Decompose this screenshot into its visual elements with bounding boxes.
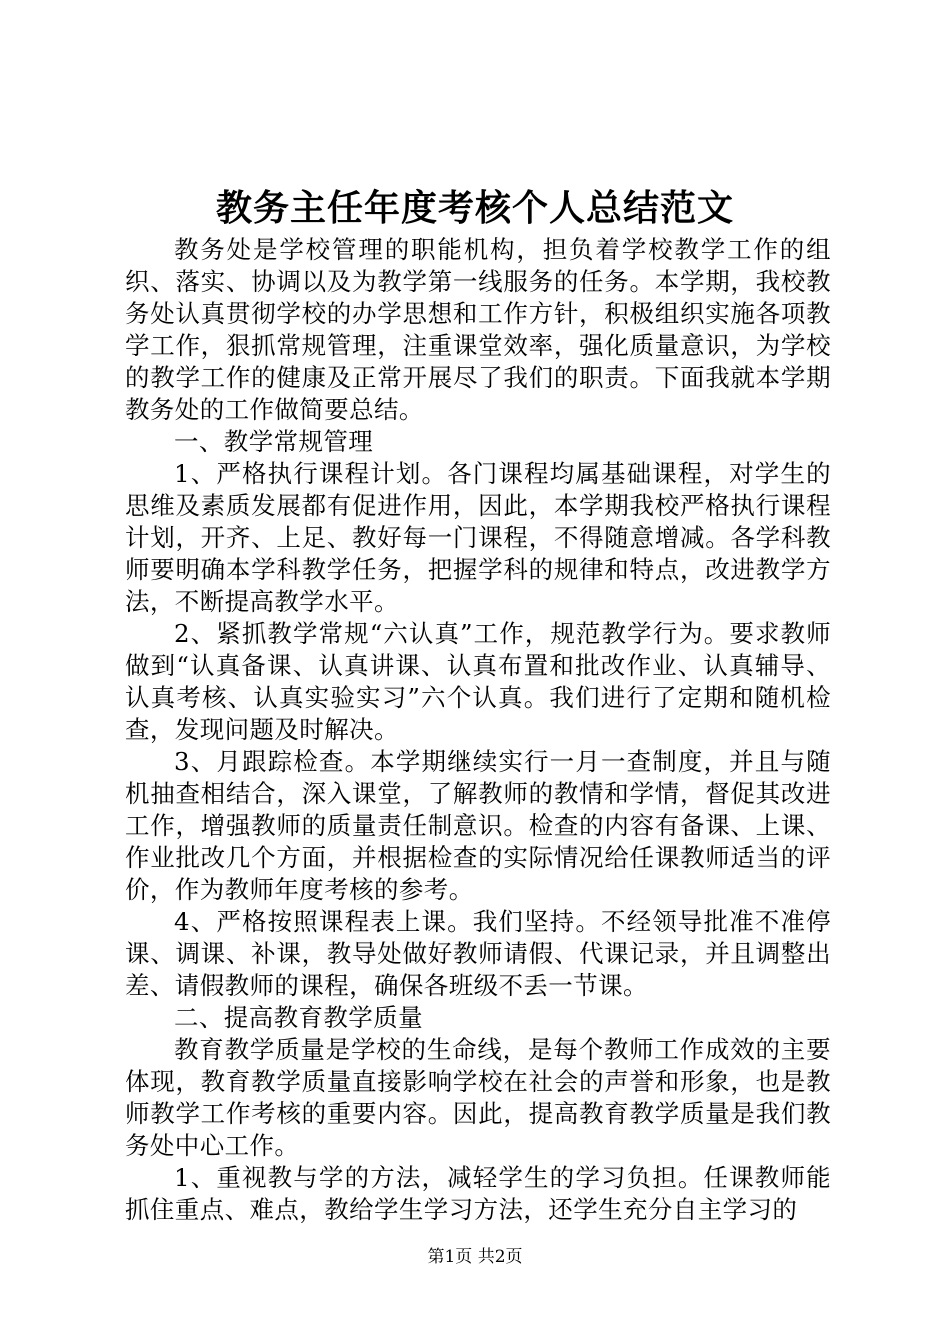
document-title: 教务主任年度考核个人总结范文 <box>215 187 734 229</box>
paragraph: 1、严格执行课程计划。各门课程均属基础课程，对学生的思维及素质发展都有促进作用，因此，本学期我校严格执行课程计划，开齐、上足、教好每一门课程，不得随意增减。各学科教师要明确本学科教学任务，把握学科的规律和特点，改进教学方法，不断提高教学水平。 <box>125 459 831 616</box>
page-footer: 第1页 共2页 <box>427 1247 523 1267</box>
section-heading: 一、教学常规管理 <box>174 427 374 456</box>
document-body <box>125 234 831 1226</box>
paragraph: 3、月跟踪检查。本学期继续实行一月一查制度，并且与随机抽查相结合，深入课堂，了解教师的教情和学情，督促其改进工作，增强教师的质量责任制意识。检查的内容有备课、上课、作业批改几个方面，并根据检查的实际情况给任课教师适当的评价，作为教师年度考核的参考。 <box>125 747 831 904</box>
section-heading: 二、提高教育教学质量 <box>174 1003 423 1032</box>
paragraph: 4、严格按照课程表上课。我们坚持。不经领导批准不准停课、调课、补课，教导处做好教师请假、代课记录，并且调整出差、请假教师的课程，确保各班级不丢一节课。 <box>125 907 831 1000</box>
paragraph: 教育教学质量是学校的生命线，是每个教师工作成效的主要体现，教育教学质量直接影响学校在社会的声誉和形象，也是教师教学工作考核的重要内容。因此，提高教育教学质量是我们教务处中心工作。 <box>125 1035 831 1160</box>
paragraph: 1、重视教与学的方法，减轻学生的学习负担。任课教师能抓住重点、难点，教给学生学习方法，还学生充分自主学习的 <box>125 1163 831 1224</box>
paragraph: 2、紧抓教学常规“六认真”工作，规范教学行为。要求教师做到“认真备课、认真讲课、认真布置和批改作业、认真辅导、认真考核、认真实验实习”六个认真。我们进行了定期和随机检查，发现问题及时解决。 <box>125 619 831 744</box>
paragraph: 教务处是学校管理的职能机构，担负着学校教学工作的组织、落实、协调以及为教学第一线服务的任务。本学期，我校教务处认真贯彻学校的办学思想和工作方针，积极组织实施各项教学工作，狠抓常规管理，注重课堂效率，强化质量意识，为学校的教学工作的健康及正常开展尽了我们的职责。下面我就本学期教务处的工作做简要总结。 <box>125 235 831 424</box>
